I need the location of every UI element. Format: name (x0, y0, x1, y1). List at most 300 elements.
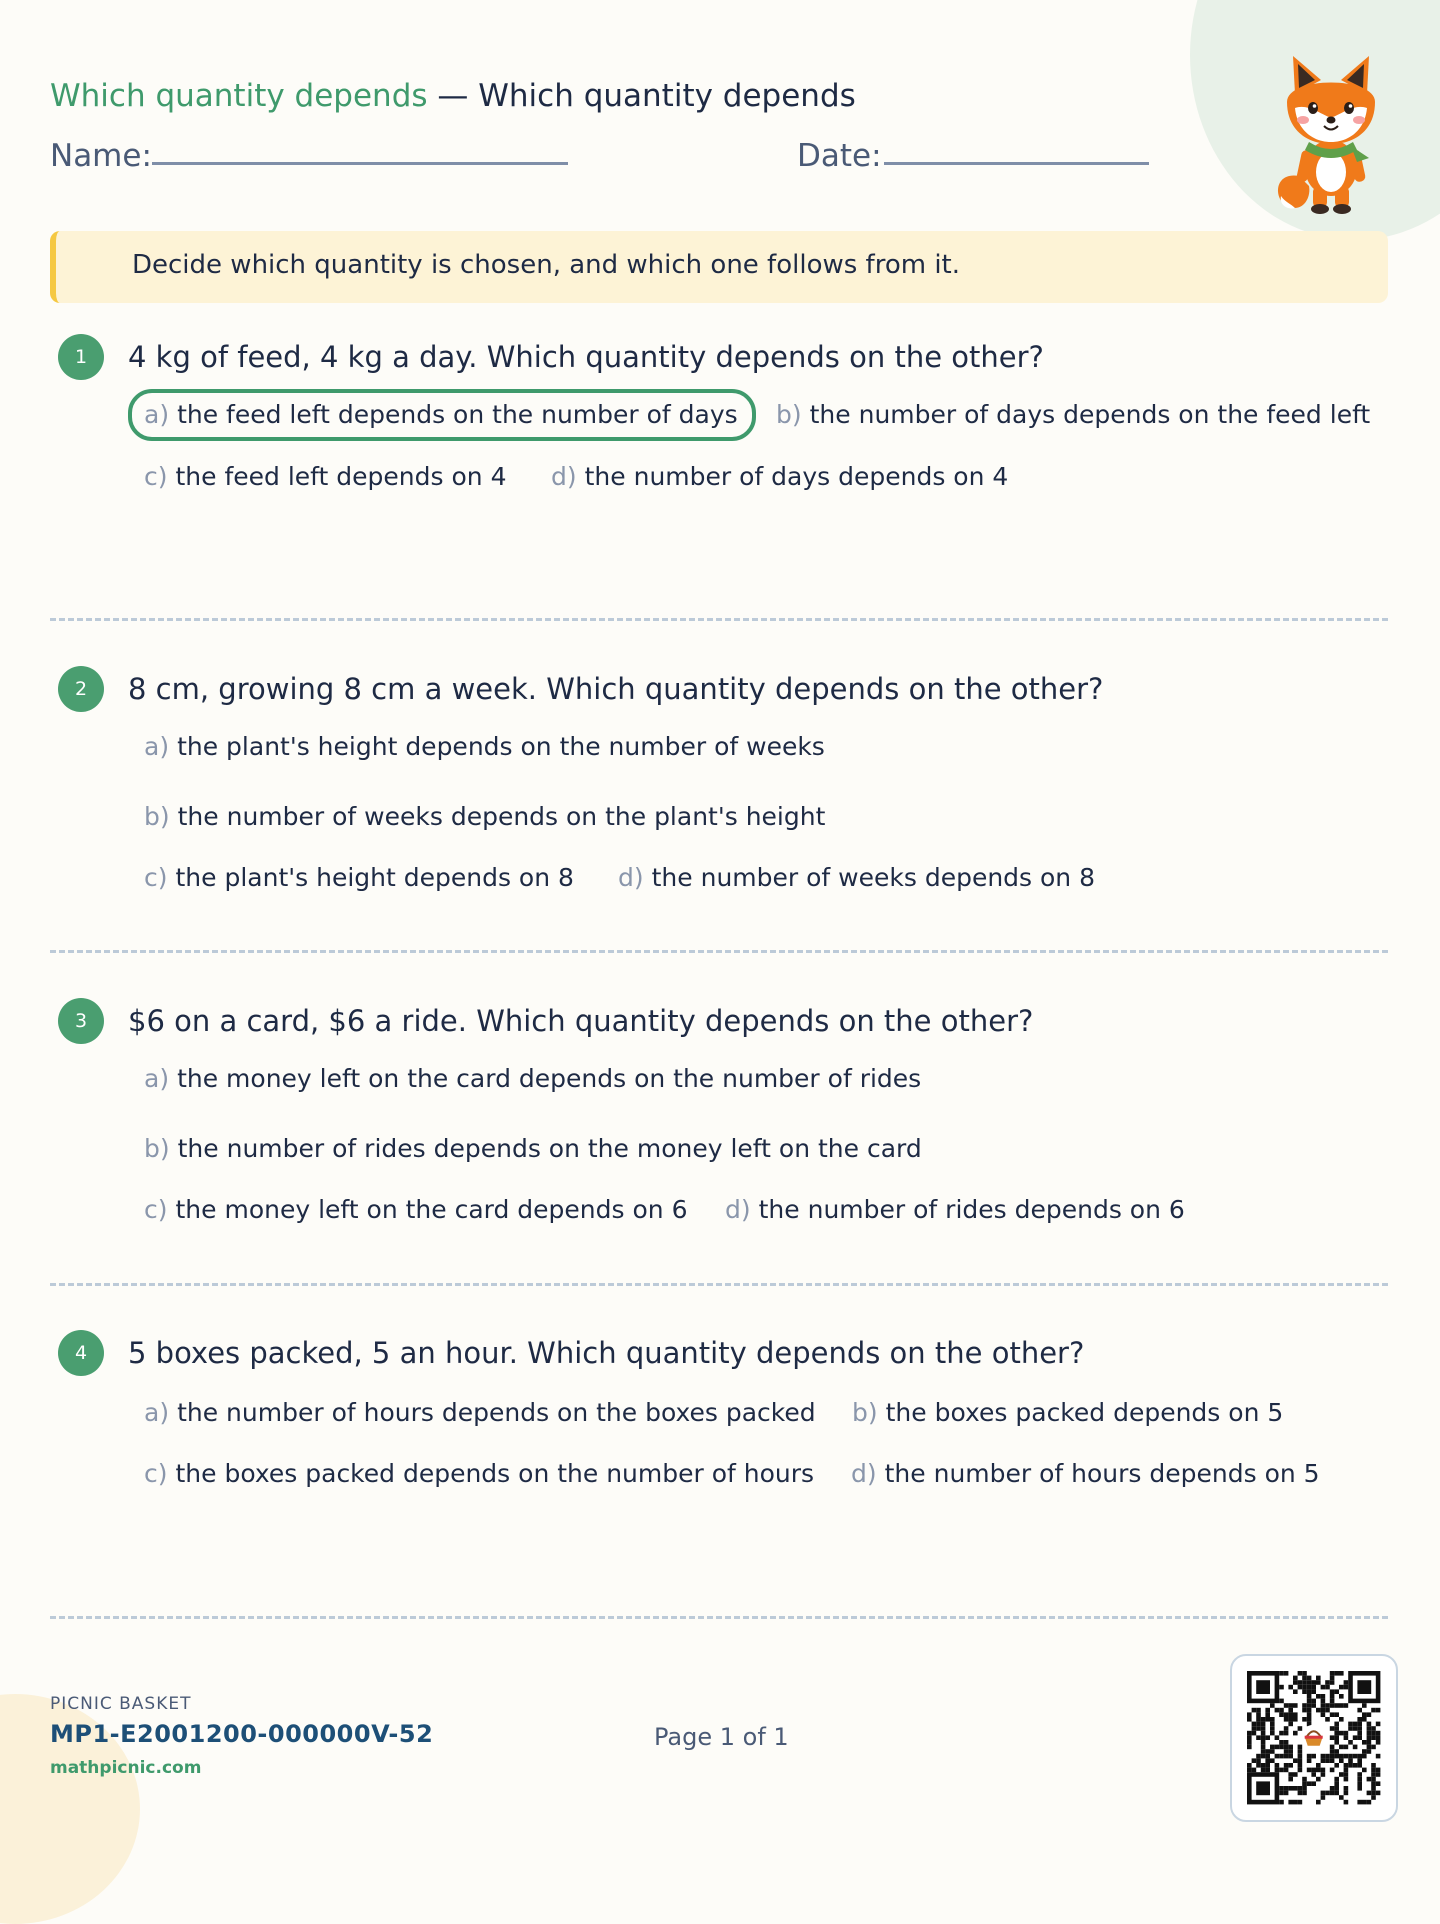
qr-module (1302, 1791, 1307, 1796)
qr-module (1367, 1712, 1372, 1717)
qr-module (1339, 1758, 1344, 1763)
qr-module (1334, 1703, 1339, 1708)
qr-module (1371, 1708, 1376, 1713)
qr-module (1307, 1703, 1312, 1708)
option-text: the number of days depends on 4 (584, 462, 1009, 491)
qr-module (1330, 1754, 1335, 1759)
option-text: the feed left depends on the number of days (177, 400, 738, 429)
qr-module (1284, 1745, 1289, 1750)
option-letter: a) (144, 1064, 170, 1093)
qr-module (1270, 1749, 1275, 1754)
qr-module (1325, 1791, 1330, 1796)
option-text: the money left on the card depends on the number of rides (177, 1064, 922, 1093)
qr-module (1344, 1735, 1349, 1740)
qr-module (1330, 1689, 1335, 1694)
qr-module (1270, 1745, 1275, 1750)
qr-module (1279, 1768, 1284, 1773)
option-letter: d) (725, 1195, 751, 1224)
qr-module (1252, 1726, 1257, 1731)
qr-module (1293, 1772, 1298, 1777)
name-label: Name: (50, 138, 152, 174)
option-letter: c) (144, 462, 168, 491)
qr-module (1362, 1740, 1367, 1745)
qr-module (1376, 1768, 1381, 1773)
qr-module (1362, 1749, 1367, 1754)
qr-module (1293, 1676, 1298, 1681)
qr-module (1321, 1772, 1326, 1777)
website-link[interactable]: mathpicnic.com (50, 1758, 202, 1778)
qr-module (1334, 1671, 1339, 1676)
question-number-badge: 4 (58, 1330, 104, 1376)
qr-module (1316, 1800, 1321, 1805)
qr-module (1293, 1800, 1298, 1805)
qr-module (1371, 1735, 1376, 1740)
answer-option-c[interactable] (144, 863, 574, 893)
title-part-1: Which quantity depends (50, 78, 428, 114)
qr-module (1367, 1722, 1372, 1727)
qr-module (1298, 1754, 1303, 1759)
qr-module (1330, 1768, 1335, 1773)
section-divider (50, 1283, 1388, 1286)
qr-module (1279, 1731, 1284, 1736)
qr-module (1288, 1745, 1293, 1750)
qr-module (1344, 1791, 1349, 1796)
qr-module (1261, 1745, 1266, 1750)
qr-module (1298, 1726, 1303, 1731)
qr-module (1284, 1703, 1289, 1708)
qr-module (1357, 1763, 1362, 1768)
qr-module (1339, 1694, 1344, 1699)
qr-module (1275, 1754, 1280, 1759)
qr-module (1307, 1685, 1312, 1690)
qr-module (1325, 1754, 1330, 1759)
option-text: the number of rides depends on 6 (758, 1195, 1185, 1224)
qr-module (1261, 1735, 1266, 1740)
qr-module (1344, 1777, 1349, 1782)
qr-module (1288, 1754, 1293, 1759)
section-divider (50, 1616, 1388, 1619)
qr-module (1367, 1745, 1372, 1750)
qr-module (1252, 1708, 1257, 1713)
qr-module (1265, 1717, 1270, 1722)
worksheet-title (50, 78, 856, 114)
question-text: $6 on a card, $6 a ride. Which quantity depends on the other? (128, 1004, 1034, 1038)
qr-module (1311, 1680, 1316, 1685)
qr-module (1357, 1758, 1362, 1763)
qr-module (1367, 1735, 1372, 1740)
qr-module (1348, 1740, 1353, 1745)
qr-module (1302, 1676, 1307, 1681)
qr-module (1344, 1772, 1349, 1777)
qr-module (1252, 1731, 1257, 1736)
option-letter: c) (144, 1195, 168, 1224)
qr-module (1316, 1768, 1321, 1773)
qr-module (1275, 1768, 1280, 1773)
qr-module (1357, 1781, 1362, 1786)
qr-module (1247, 1712, 1252, 1717)
option-text: the plant's height depends on the number of weeks (177, 732, 825, 761)
qr-module (1353, 1726, 1358, 1731)
qr-module (1321, 1758, 1326, 1763)
qr-module (1367, 1791, 1372, 1796)
qr-module (1362, 1703, 1367, 1708)
qr-module (1376, 1731, 1381, 1736)
qr-module (1344, 1754, 1349, 1759)
qr-module (1288, 1717, 1293, 1722)
qr-module (1293, 1717, 1298, 1722)
qr-module (1376, 1754, 1381, 1759)
qr-module (1371, 1745, 1376, 1750)
qr-module (1279, 1712, 1284, 1717)
qr-module (1270, 1722, 1275, 1727)
qr-module (1284, 1754, 1289, 1759)
qr-module (1321, 1699, 1326, 1704)
qr-module (1247, 1735, 1252, 1740)
qr-module (1325, 1703, 1330, 1708)
qr-module (1247, 1745, 1252, 1750)
qr-module (1325, 1685, 1330, 1690)
instruction-text: Decide which quantity is chosen, and which one follows from it. (132, 250, 961, 280)
qr-module (1279, 1685, 1284, 1690)
qr-module (1307, 1680, 1312, 1685)
qr-module (1325, 1717, 1330, 1722)
answer-option-c[interactable] (144, 1195, 688, 1225)
question-text: 8 cm, growing 8 cm a week. Which quantity depends on the other? (128, 672, 1104, 706)
qr-module (1252, 1758, 1257, 1763)
answer-option-a[interactable] (144, 1398, 816, 1428)
answer-option-a[interactable] (144, 1064, 921, 1094)
qr-module (1288, 1708, 1293, 1713)
qr-module (1330, 1791, 1335, 1796)
qr-module (1367, 1740, 1372, 1745)
qr-module (1311, 1754, 1316, 1759)
footer-brand: PICNIC BASKET (50, 1694, 192, 1714)
qr-module (1293, 1689, 1298, 1694)
qr-module (1311, 1685, 1316, 1690)
qr-module (1371, 1795, 1376, 1800)
qr-module (1348, 1726, 1353, 1731)
qr-module (1288, 1685, 1293, 1690)
qr-module (1371, 1726, 1376, 1731)
qr-module (1316, 1763, 1321, 1768)
qr-module (1362, 1800, 1367, 1805)
qr-module (1353, 1754, 1358, 1759)
qr-module (1330, 1676, 1335, 1681)
option-letter: d) (851, 1459, 877, 1488)
qr-module (1302, 1685, 1307, 1690)
qr-module (1334, 1754, 1339, 1759)
qr-module (1371, 1731, 1376, 1736)
title-part-2: Which quantity depends (478, 78, 856, 114)
qr-module (1284, 1786, 1289, 1791)
qr-module (1256, 1712, 1261, 1717)
answer-option-a[interactable] (144, 732, 825, 762)
qr-module (1344, 1763, 1349, 1768)
qr-module (1339, 1685, 1344, 1690)
qr-module (1256, 1726, 1261, 1731)
qr-module (1357, 1754, 1362, 1759)
qr-module (1307, 1768, 1312, 1773)
qr-module (1330, 1726, 1335, 1731)
qr-module (1307, 1676, 1312, 1681)
qr-module (1316, 1777, 1321, 1782)
qr-module (1367, 1731, 1372, 1736)
qr-module (1256, 1717, 1261, 1722)
qr-module (1275, 1735, 1280, 1740)
qr-module (1265, 1754, 1270, 1759)
qr-module (1270, 1758, 1275, 1763)
qr-module (1330, 1745, 1335, 1750)
option-text: the number of rides depends on the money left on the card (177, 1134, 922, 1163)
qr-module (1288, 1749, 1293, 1754)
qr-module (1307, 1717, 1312, 1722)
qr-module (1293, 1731, 1298, 1736)
qr-module (1330, 1735, 1335, 1740)
answer-option-d[interactable] (725, 1195, 1185, 1225)
qr-module (1334, 1763, 1339, 1768)
qr-module (1348, 1758, 1353, 1763)
qr-module (1371, 1763, 1376, 1768)
section-divider (50, 618, 1388, 621)
qr-module (1265, 1712, 1270, 1717)
qr-module (1302, 1777, 1307, 1782)
qr-module (1265, 1768, 1270, 1773)
qr-module (1376, 1722, 1381, 1727)
qr-module (1302, 1671, 1307, 1676)
qr-module (1256, 1758, 1261, 1763)
qr-module (1334, 1786, 1339, 1791)
qr-module (1270, 1703, 1275, 1708)
answer-option-a[interactable] (128, 389, 756, 441)
qr-module (1293, 1680, 1298, 1685)
qr-module (1284, 1671, 1289, 1676)
qr-module (1284, 1749, 1289, 1754)
qr-module (1334, 1689, 1339, 1694)
qr-module (1298, 1791, 1303, 1796)
qr-module (1261, 1722, 1266, 1727)
qr-module (1376, 1791, 1381, 1796)
qr-module (1284, 1717, 1289, 1722)
qr-module (1275, 1745, 1280, 1750)
qr-module (1311, 1768, 1316, 1773)
qr-module (1321, 1712, 1326, 1717)
qr-module (1247, 1768, 1252, 1773)
qr-module (1261, 1717, 1266, 1722)
qr-module (1298, 1758, 1303, 1763)
qr-module (1330, 1703, 1335, 1708)
qr-module (1321, 1708, 1326, 1713)
qr-module (1298, 1749, 1303, 1754)
answer-option-b[interactable] (144, 1134, 922, 1164)
qr-module (1302, 1781, 1307, 1786)
option-letter: b) (776, 400, 802, 429)
worksheet-code: MP1-E2001200-000000V-52 (50, 1720, 434, 1748)
qr-module (1307, 1689, 1312, 1694)
qr-module (1311, 1699, 1316, 1704)
option-letter: a) (144, 732, 170, 761)
qr-module (1344, 1685, 1349, 1690)
qr-module (1284, 1768, 1289, 1773)
qr-code-frame (1230, 1654, 1398, 1822)
qr-module (1307, 1781, 1312, 1786)
qr-module (1330, 1671, 1335, 1676)
qr-code-icon (1232, 1656, 1396, 1820)
question-text: 4 kg of feed, 4 kg a day. Which quantity depends on the other? (128, 340, 1044, 374)
qr-module (1279, 1708, 1284, 1713)
qr-module (1311, 1689, 1316, 1694)
qr-module (1302, 1680, 1307, 1685)
qr-module (1252, 1768, 1257, 1773)
qr-module (1298, 1685, 1303, 1690)
answer-option-d[interactable] (618, 863, 1095, 893)
qr-module (1367, 1726, 1372, 1731)
qr-module (1348, 1722, 1353, 1727)
picnic-basket-icon (1301, 1725, 1327, 1751)
qr-module (1330, 1712, 1335, 1717)
qr-module (1293, 1786, 1298, 1791)
name-field[interactable] (152, 162, 568, 165)
qr-module (1367, 1800, 1372, 1805)
qr-module (1334, 1731, 1339, 1736)
qr-module (1321, 1694, 1326, 1699)
qr-module (1247, 1763, 1252, 1768)
answer-option-b[interactable] (776, 400, 1370, 430)
qr-module (1334, 1740, 1339, 1745)
qr-module (1284, 1712, 1289, 1717)
option-text: the number of hours depends on the boxes packed (177, 1398, 816, 1427)
qr-module (1357, 1772, 1362, 1777)
qr-module (1344, 1786, 1349, 1791)
qr-module (1334, 1791, 1339, 1796)
answer-option-b[interactable] (852, 1398, 1283, 1428)
qr-module (1307, 1754, 1312, 1759)
qr-module (1270, 1717, 1275, 1722)
qr-module (1284, 1726, 1289, 1731)
qr-module (1293, 1703, 1298, 1708)
answer-option-d[interactable] (851, 1459, 1320, 1489)
qr-module (1279, 1786, 1284, 1791)
qr-module (1357, 1717, 1362, 1722)
qr-module (1279, 1699, 1284, 1704)
qr-module (1330, 1758, 1335, 1763)
qr-module (1288, 1722, 1293, 1727)
qr-module (1334, 1722, 1339, 1727)
qr-module (1357, 1708, 1362, 1713)
qr-module (1256, 1735, 1261, 1740)
qr-module (1316, 1676, 1321, 1681)
qr-module (1307, 1758, 1312, 1763)
qr-module (1298, 1680, 1303, 1685)
qr-module (1357, 1800, 1362, 1805)
answer-option-c[interactable] (144, 1459, 814, 1489)
qr-module (1362, 1712, 1367, 1717)
qr-module (1252, 1722, 1257, 1727)
qr-module (1302, 1703, 1307, 1708)
qr-module (1334, 1726, 1339, 1731)
qr-module (1298, 1800, 1303, 1805)
qr-module (1357, 1726, 1362, 1731)
qr-module (1321, 1703, 1326, 1708)
fox-mascot-icon (1270, 46, 1392, 216)
section-divider (50, 950, 1388, 953)
qr-module (1288, 1712, 1293, 1717)
qr-module (1307, 1699, 1312, 1704)
date-label: Date: (797, 138, 882, 174)
qr-module (1330, 1786, 1335, 1791)
qr-module (1311, 1781, 1316, 1786)
qr-module (1330, 1694, 1335, 1699)
qr-module (1334, 1777, 1339, 1782)
qr-module (1288, 1772, 1293, 1777)
qr-finder (1256, 1680, 1270, 1694)
qr-module (1344, 1731, 1349, 1736)
qr-module (1367, 1749, 1372, 1754)
option-letter: c) (144, 1459, 168, 1488)
qr-module (1339, 1717, 1344, 1722)
answer-option-d[interactable] (551, 462, 1008, 492)
qr-module (1344, 1800, 1349, 1805)
qr-module (1261, 1740, 1266, 1745)
option-letter: a) (144, 1398, 170, 1427)
qr-module (1288, 1703, 1293, 1708)
qr-module (1261, 1726, 1266, 1731)
date-field[interactable] (884, 162, 1149, 165)
qr-module (1316, 1708, 1321, 1713)
qr-module (1353, 1763, 1358, 1768)
qr-module (1275, 1763, 1280, 1768)
qr-module (1261, 1763, 1266, 1768)
qr-module (1376, 1735, 1381, 1740)
qr-module (1371, 1768, 1376, 1773)
qr-module (1307, 1694, 1312, 1699)
option-text: the money left on the card depends on 6 (175, 1195, 688, 1224)
qr-module (1293, 1712, 1298, 1717)
answer-option-c[interactable] (144, 462, 506, 492)
qr-module (1344, 1703, 1349, 1708)
qr-module (1298, 1786, 1303, 1791)
qr-module (1362, 1768, 1367, 1773)
qr-module (1330, 1749, 1335, 1754)
question-number-badge: 1 (58, 334, 104, 380)
qr-module (1339, 1671, 1344, 1676)
qr-module (1265, 1708, 1270, 1713)
qr-module (1256, 1708, 1261, 1713)
qr-module (1321, 1754, 1326, 1759)
option-text: the number of days depends on the feed left (809, 400, 1371, 429)
qr-module (1339, 1745, 1344, 1750)
qr-module (1279, 1671, 1284, 1676)
qr-module (1339, 1795, 1344, 1800)
answer-option-b[interactable] (144, 802, 825, 832)
qr-module (1357, 1731, 1362, 1736)
qr-module (1339, 1772, 1344, 1777)
qr-module (1247, 1740, 1252, 1745)
qr-module (1357, 1735, 1362, 1740)
qr-module (1302, 1786, 1307, 1791)
qr-module (1298, 1768, 1303, 1773)
qr-module (1371, 1777, 1376, 1782)
qr-module (1284, 1763, 1289, 1768)
qr-module (1302, 1708, 1307, 1713)
qr-module (1325, 1680, 1330, 1685)
qr-module (1353, 1735, 1358, 1740)
option-letter: b) (852, 1398, 878, 1427)
option-text: the boxes packed depends on 5 (885, 1398, 1284, 1427)
qr-module (1261, 1768, 1266, 1773)
qr-module (1348, 1763, 1353, 1768)
qr-module (1344, 1768, 1349, 1773)
qr-module (1334, 1712, 1339, 1717)
